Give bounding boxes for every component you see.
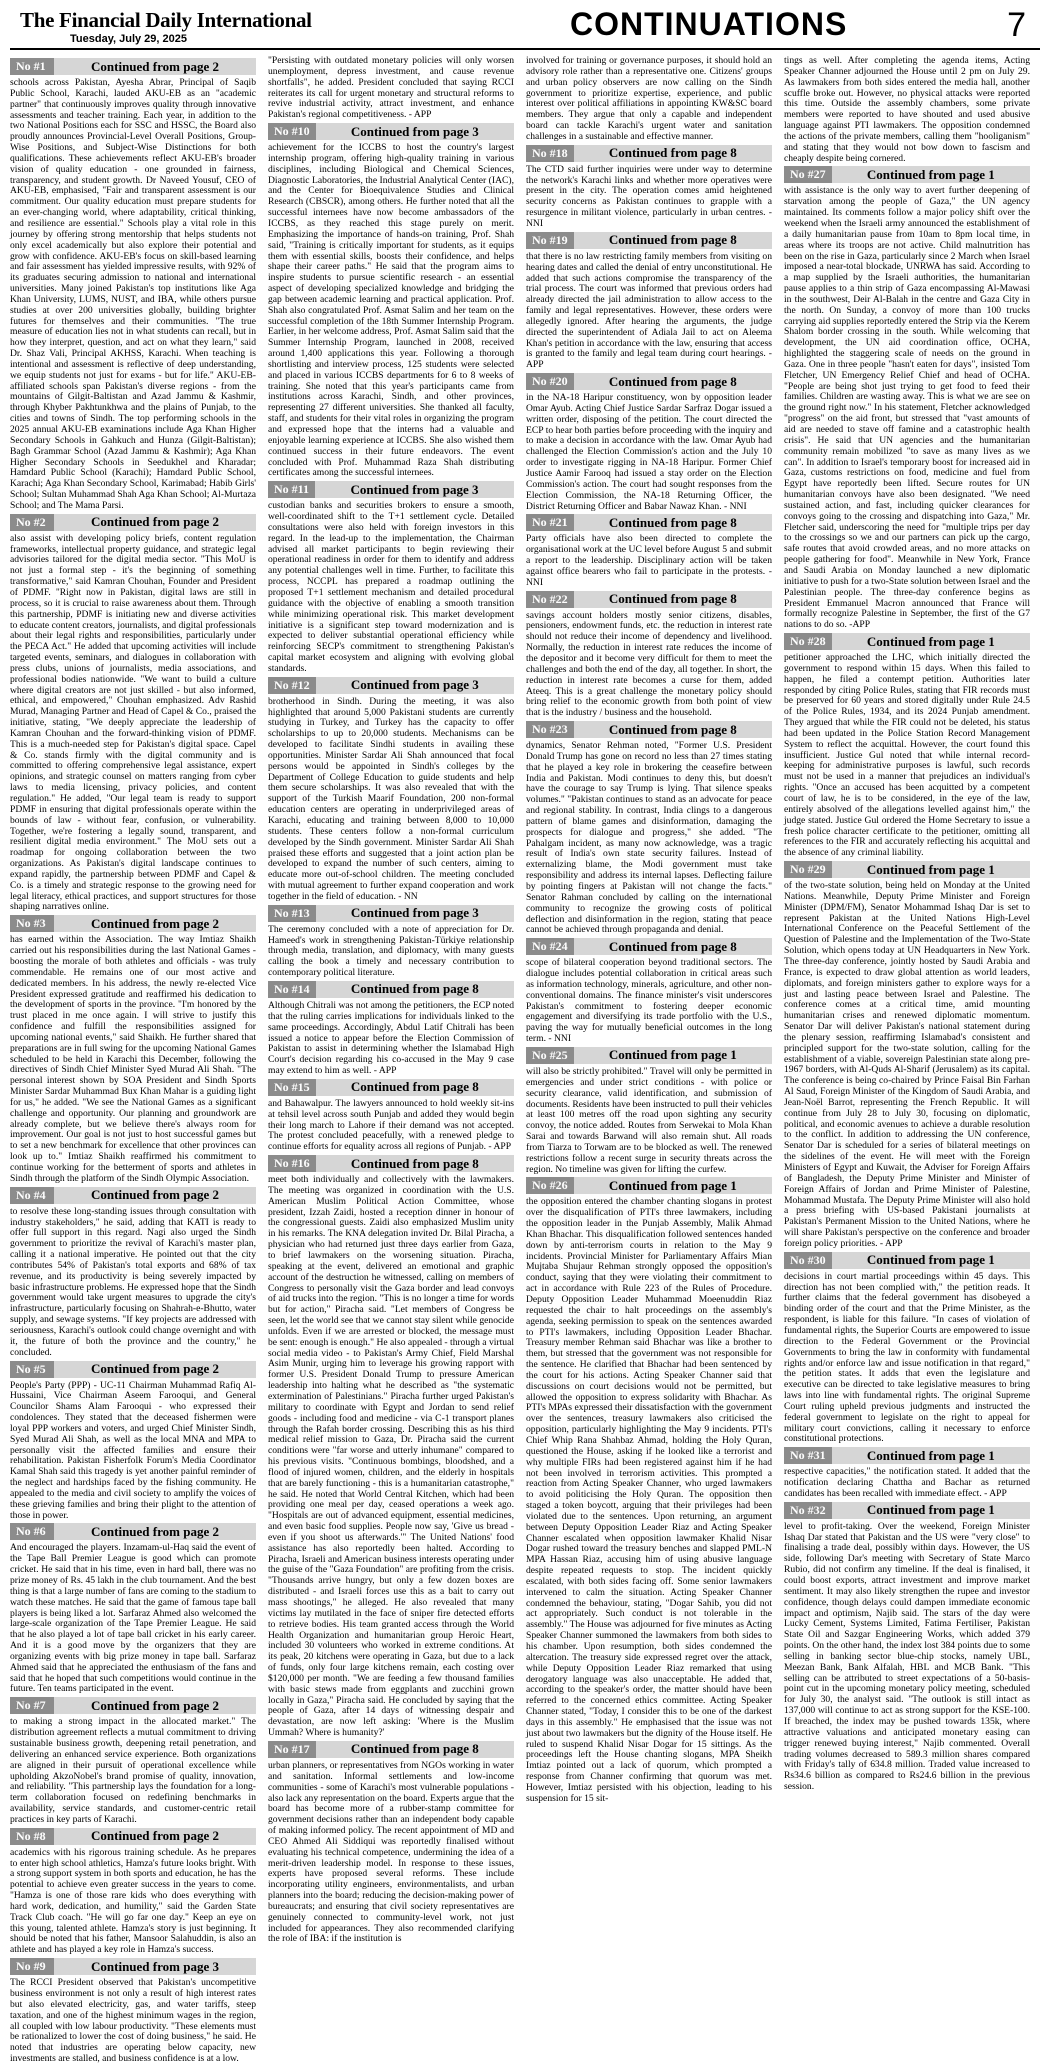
continuation-number: No #2 <box>10 514 54 531</box>
continued-from-label: Continued from page 2 <box>91 1828 219 1844</box>
article-continuation <box>10 915 256 1184</box>
column-3 <box>526 55 772 1804</box>
continuation-header <box>10 1958 256 1975</box>
page-number: 7 <box>1007 6 1026 44</box>
continuation-header <box>268 1079 514 1096</box>
article-continuation <box>268 981 514 1077</box>
article-body: the opposition entered the chamber chanting slogans in protest over the disqualification of PTI's three lawmakers, including the opposition leader in the Punjab Assembly, Malik Ahmad Khan Bhachar. This disqualification followed sentences handed down by anti-terrorism courts in relation to the May 9 incidents. Provincial Minister for Parliamentary Affairs Mian Mujtaba Shujaur Rehman strongly opposed the opposition's conduct, saying that they were violating their commitment to act in accordance with Rule 223 of the Rules of Procedure. Deputy Opposition Leader Muhammad Moeenuddin Riaz requested the chair to halt proceedings on the assembly's agenda, seeking permission to speak on the sentences awarded to PTI's lawmakers, including Opposition Leader Bhachar. Treasury member Rehman said Bhachar was like a brother to them, but stressed that the government was not responsible for the sentence. He clarified that Bhachar had been sentenced by the court for his actions. Acting Speaker Channer said that discussions on court decisions would not be permitted, but allowed the opposition to express solidarity with Bhachar. As PTI's MPAs expressed their dissatisfaction with the government over the sentences, treasury lawmakers also criticised the opposition, particularly highlighting the May 9 incidents. PTI's Chief Whip Rana Shahbaz Ahmad, holding the Holy Quran, questioned the House, asking if he looked like a terrorist and why multiple FIRs had been registered against him if he had not been involved in terrorism activities. This prompted a reaction from Acting Speaker Channer, who urged lawmakers to avoid politicising the Holy Quran. The opposition then staged a token boycott, arguing that their privileges had been violated due to the sentences. Upon returning, an argument between Deputy Opposition Leader Riaz and Acting Speaker Channer escalated when opposition lawmaker Khalid Nisar Dogar rushed toward the treasury benches and slapped PML-N MPA Hassan Riaz, accusing him of using abusive language despite repeated requests to stop. The incident quickly escalated, with both sides facing off. Some senior lawmakers intervened to calm the situation. Acting Speaker Channer condemned the behaviour, stating, "Dogar Sahib, you did not act appropriately. Such conduct is not tolerable in the assembly." The House was adjourned for five minutes as Acting Speaker Channer summoned the lawmakers from both sides to his chamber. Upon resumption, both sides condemned the altercation. The treasury side expressed regret over the attack, while Deputy Opposition Leader Riaz remarked that using derogatory language was also unacceptable. He added that, according to the speaker's order, the matter should have been referred to the concerned ethics committee. Acting Speaker Channer stated, "Today, I consider this to be one of the darkest days in this assembly." He emphasised that the issue was not just about two lawmakers but the dignity of the House itself. He ruled to suspend Khalid Nisar Dogar for 15 sittings. As the proceedings left the House chanting slogans, MPA Sheikh Imtiaz pointed out a lack of quorum, which prompted a response from Channer confirming that quorum was met. However, Imtiaz persisted with his objection, leading to his suspension for 15 sit- <box>526 1196 772 1804</box>
continuation-number: No #5 <box>10 1361 54 1378</box>
article-continuation <box>526 56 772 143</box>
continuation-number: No #22 <box>526 591 574 608</box>
continuation-header <box>526 938 772 955</box>
article-body: level to profit-taking. Over the weekend, Foreign Minister Ishaq Dar stated that Pakistan and the US were "very close" to finalising a trade deal, possibly within days. However, the US side, following Dar's meeting with Secretary of State Marco Rubio, did not confirm any timeline. If the deal is finalised, it could boost exports, attract investment and improve market sentiment. It may also likely strengthen the rupee and investor confidence, though delays could dampen immediate economic impact and optimism, Najib said. The stars of the day were Lucky Cement, Systems Limited, Fatima Fertiliser, Pakistan State Oil and Sazgar Engineering Works, which added 379 points. On the other hand, the index lost 384 points due to some selling in banking sector blue-chip stocks, namely UBL, Meezan Bank, Bank Alfalah, HBL and MCB Bank. "This selling can be attributed to street expectations of a 50-basis-point cut in the upcoming monetary policy meeting, scheduled for July 30, the analyst said. "The outlook is still intact as 137,000 will continue to act as strong support for the KSE-100. If breached, the index may be pushed towards 135k, where attractive valuations and anticipated monetary easing can trigger renewed buying interest," Najib commented. Overall trading volumes decreased to 589.3 million shares compared with Friday's tally of 634.8 million. Traded value increased to Rs34.6 billion as compared to Rs24.6 billion in the previous session. <box>784 1520 1030 1793</box>
article-body: meet both individually and collectively with the lawmakers. The meeting was organized in coordination with the U.S. American Muslim Political Action Committee, whose president, Izzah Zaidi, hosted a reception dinner in honour of the congressional guests. Zaidi also emphasized Muslim unity in his remarks. The KNA delegation invited Dr. Bilal Piracha, a physician who had returned just three days earlier from Gaza, to brief lawmakers on the worsening situation. Piracha, speaking at the event, delivered an emotional and graphic account of the destruction he witnessed, calling on members of Congress to personally visit the Gaza border and lead convoys of aid trucks into the region. "This is no longer a time for words but for action," Piracha said. "Let members of Congress be seen, let the world see that we cannot stay silent while genocide unfolds. Even if we are arrested or blocked, the message must be sent: enough is enough." He also appealed - through a virtual social media video - to Pakistan's Army Chief, Field Marshal Asim Munir, urging him to leverage his growing rapport with former U.S. President Donald Trump to pressure American leadership into halting what he described as "the systematic extermination of Palestinians." Piracha further urged Pakistan's military to coordinate with Egypt and Jordan to send relief goods - including food and medicine - via C-1 transport planes through the Rafah border crossing. Describing this as his third medical relief mission to Gaza, Dr. Piracha said the current conditions were "far worse and utterly inhumane" compared to his previous visits. "Continuous bombings, bloodshed, and a flood of injured women, children, and the elderly in hospitals that are barely functioning - this is a humanitarian catastrophe," he said. He noted that World Central Kitchen, which had been providing one meal per day, ceased operations a week ago. "Hospitals are out of advanced equipment, essential medicines, and even basic food supplies. People now say, 'Give us bread - even if you shoot us afterwards.'" The United Nations' food assistance has also reportedly been halted. According to Piracha, Israeli and American business interests operating under the guise of the "Gaza Foundation" are profiting from the crisis. "Thousands arrive hungry, but only a few dozen boxes are distributed - and Israeli forces use this as a bait to carry out mass shootings," he alleged. He also revealed that many victims lay mutilated in the face of sniper fire detected efforts to retrieve bodies. His team granted access through the World Health Organization and humanitarian group Heroic Heart, included 30 volunteers who worked in extreme conditions. At its peak, 20 kitchens were operating in Gaza, but due to a lack of funds, only four large kitchens remain, each costing over $120,000 per month. "We are feeding a few thousand families with basic stews made from eggplants and zucchini grown locally in Gaza," Piracha said. He concluded by saying that the people of Gaza, after 14 days of witnessing despair and devastation, are now left asking: 'Where is the Muslim Ummah? Where is humanity?' <box>268 1174 514 1739</box>
article-continuation <box>268 1079 514 1153</box>
continuation-number: No #18 <box>526 145 574 162</box>
article-body: schools across Pakistan, Ayesha Abrar, Principal of Saqib Public School, Karachi, lauded AKU-EB as an "academic partner" that continuously improves quality through innovative assessments and teacher training. Each year, in addition to the two National Positions each for SSC and HSSC, the Board also proudly announces Provincial-Level Overall Positions, Group-Wise Positions, and Subject-Wise Distinctions for both qualifications. These achievements reflect AKU-EB's broader vision of quality education - one grounded in fairness, transparency, and student growth. Dr Naveed Yousuf, CEO of AKU-EB, emphasised, "Fair and transparent assessment is our commitment. Our quality education must prepare students for an ever-changing world, where adaptability, critical thinking, and resilience are essential." Schools play a vital role in this journey by offering strong mentorship that helps students not only excel academically but also explore their potential and grow with confidence. AKU-EB's focus on skill-based learning and fair assessment has yielded impressive results, with 92% of its graduates securing admission to national and international universities. Many joined Pakistan's top institutions like Aga Khan University, LUMS, NUST, and IBA, while others pursue studies at over 200 universities globally, building brighter futures for themselves and their communities. "The true measure of education lies not in what students can recall, but in how they interpret, question, and act on what they learn," said Dr. Shaz Vali, Principal AKHSS, Karachi. When teaching is intentional and assessment is reflective of deep understanding, we equip students not just for exams - but for life." AKU-EB-affiliated schools span Pakistan's diverse regions - from the mountains of Gilgit-Baltistan and Azad Jammu & Kashmir, through Khyber Pakhtunkhwa and the plains of Punjab, to the cities and towns of Sindh. The top performing schools in the 2025 annual AKU-EB examinations include Aga Khan Higher Secondary Schools in Gahkuch and Hunza (Gilgit-Baltistan); Bagh Grammar School (Azad Jammu & Kashmir); Aga Khan Higher Secondary Schools in Seedukhel and Kharadar; Hamdard Public School (Karachi); Hamdard Public School, Karachi; Aga Khan Secondary School, Karimabad; Habib Girls' School; Sultan Muhammad Shah Aga Khan School; Al-Murtaza School; and The Mama Parsi. <box>10 77 256 511</box>
article-continuation <box>526 721 772 936</box>
continued-from-label: Continued from page 8 <box>350 1741 479 1757</box>
article-continuation <box>10 1361 256 1522</box>
continuation-header <box>268 123 514 140</box>
continuation-header <box>784 1502 1030 1519</box>
article-continuation <box>268 905 514 979</box>
article-continuation <box>268 677 514 903</box>
continued-from-label: Continued from page 2 <box>91 1187 219 1203</box>
continued-from-label: Continued from page 3 <box>350 677 479 693</box>
continuation-number: No #3 <box>10 915 54 932</box>
article-body: decisions in court martial proceedings within 45 days. This direction has not been complied with," the petition reads. It further claims that the federal government has disobeyed a binding order of the court and that the Prime Minister, as the respondent, is liable for this failure. "In cases of violation of fundamental rights, the Superior Courts are empowered to issue direction to the Federal Government or the Provincial Governments to bring the law in conformity with fundamental rights and/or enforce law and issue notification in that regard," the petition states. It adds that even the legislature and executive can be directed to take legislative measures to bring laws into line with fundamental rights. The original Supreme Court ruling upheld previous judgments and instructed the federal government to legislate on the right to appeal for military court convictions, calling it necessary to enforce constitutional protections. <box>784 1270 1030 1445</box>
continuation-number: No #14 <box>268 981 316 998</box>
continuation-number: No #7 <box>10 1697 54 1714</box>
article-body: The CTD said further inquiries were under way to determine the network's Karachi links and whether more operatives were present in the city. The operation comes amid heightened security concerns as Pakistan continues to grapple with a resurgence in militant violence, particularly in urban centres. - NNI <box>526 163 772 229</box>
continued-from-label: Continued from page 1 <box>866 1447 995 1463</box>
article-body: has earned within the Association. The way Imtiaz Shaikh carried out his responsibilities during the last National Games - boosting the morale of both athletes and officials - was truly commendable. He remains one of our most active and dedicated members. In his address, the newly re-elected Vice President expressed gratitude and reaffirmed his dedication to the development of sports in the province. "I'm honored by the trust placed in me once again. I will strive to justify this confidence and fulfill the responsibilities assigned for upcoming national events," said Shaikh. He further shared that preparations are in full swing for the upcoming National Games scheduled to be held in Karachi this December, following the directives of Sindh Chief Minister Syed Murad Ali Shah. "The personal interest shown by SOA President and Sindh Sports Minister Sardar Muhammad Bux Khan Mahar is a guiding light for us," he added. "We see the National Games as a significant challenge and opportunity. Our planning and groundwork are already complete, but we believe there's always room for improvement. Our goal is not just to host successful games but to set a new benchmark for excellence that other provinces can look up to." Imtiaz Shaikh reaffirmed his commitment to continue working for the betterment of sports and athletes in Sindh through the platform of the Sindh Olympic Association. <box>10 934 256 1184</box>
continuation-number: No #19 <box>526 232 574 249</box>
article-continuation <box>268 56 514 121</box>
article-body: involved for training or governance purposes, it should hold an advisory role rather than a representative one. Citizens' groups and urban policy observers are now calling on the Sindh government to prioritize expertise, experience, and public interest over political affiliations in appointing KW&SC board members. They argue that only a capable and independent board can tackle Karachi's urgent water and sanitation challenges in a sustainable and effective manner. <box>526 55 772 142</box>
continued-from-label: Continued from page 3 <box>350 905 479 921</box>
continued-from-label: Continued from page 1 <box>866 1252 995 1268</box>
article-body: scope of bilateral cooperation beyond traditional sectors. The dialogue includes potential collaboration in critical areas such as information technology, minerals, agriculture, and other non-conventional domains. The finance minister's visit underscores Pakistan's commitment to fostering deeper economic engagement and diversifying its trade portfolio with the U.S., paving the way for mutually beneficial outcomes in the long term. - NNI <box>526 957 772 1045</box>
continuation-header <box>10 514 256 531</box>
issue-date: Tuesday, July 29, 2025 <box>70 33 187 45</box>
article-continuation <box>268 1155 514 1739</box>
article-continuation <box>526 1047 772 1175</box>
article-body: to resolve these long-standing issues through consultation with industry stakeholders," he said, adding that KATI is ready to offer full support in this regard. Nagi also urged the Sindh government to prioritize the revival of Karachi's master plan, calling it a national imperative. He pointed out that the city contributes 54% of Pakistan's total exports and 68% of tax revenue, and its productivity is being severely impacted by basic infrastructure problems. He expressed hope that the Sindh government would take urgent measures to upgrade the city's infrastructure, particularly focusing on Shahrah-e-Bhutto, water supply, and sewage systems. "If key projects are addressed with seriousness, Karachi's outlook could change overnight and with it, the future of both the province and the country," he concluded. <box>10 1205 256 1358</box>
article-continuation <box>10 1523 256 1695</box>
continuation-header <box>784 861 1030 878</box>
article-continuation <box>268 481 514 675</box>
continuation-number: No #27 <box>784 166 832 183</box>
continued-from-label: Continued from page 2 <box>91 58 219 74</box>
continuation-header <box>268 905 514 922</box>
article-continuation <box>10 1187 256 1359</box>
continuation-header <box>526 721 772 738</box>
continued-from-label: Continued from page 1 <box>866 166 995 182</box>
continued-from-label: Continued from page 8 <box>608 938 737 954</box>
continued-from-label: Continued from page 8 <box>608 373 737 389</box>
continuation-number: No #32 <box>784 1502 832 1519</box>
continuation-number: No #25 <box>526 1047 574 1064</box>
article-body: respective capacities," the notification stated. It added that the notification declaring Chattha and Bachar as returned candidates has been recalled with immediate effect. - APP <box>784 1466 1030 1499</box>
continuation-header <box>10 1828 256 1845</box>
continuation-number: No #10 <box>268 123 316 140</box>
column-1 <box>10 56 256 2065</box>
section-title: CONTINUATIONS <box>570 6 848 42</box>
continued-from-label: Continued from page 2 <box>91 1361 219 1376</box>
article-continuation <box>526 373 772 512</box>
continuation-header <box>10 1523 256 1540</box>
continuation-number: No #31 <box>784 1447 832 1464</box>
continuation-header <box>10 1187 256 1204</box>
article-body: "Persisting with outdated monetary policies will only worsen unemployment, depress investment, and cause revenue shortfalls", he added. President concluded that saying RCCI reiterates its call for urgent monetary and structural reforms to revive industrial activity, attract investment, and enhance Pakistan's regional competitiveness. - APP <box>268 55 514 121</box>
continuation-header <box>784 1447 1030 1464</box>
continued-from-label: Continued from page 8 <box>608 232 737 248</box>
continued-from-label: Continued from page 1 <box>608 1177 737 1193</box>
continued-from-label: Continued from page 1 <box>608 1047 737 1063</box>
continuation-number: No #17 <box>268 1741 316 1758</box>
article-continuation <box>784 166 1030 631</box>
article-body: in the NA-18 Haripur constituency, won by opposition leader Omar Ayub. Acting Chief Justice Sardar Sarfraz Dogar issued a written order, disposing of the petition. The court directed the ECP to hear both parties before proceeding with the inquiry and to make a decision in accordance with the law. Omar Ayub had challenged the Election Commission's action and the July 10 order to investigate rigging in NA-18 Haripur. Former Chief Justice Aamir Farooq had issued a stay order on the Election Commission's action. The court had sought responses from the Election Commission, the NA-18 Returning Officer, the District Returning Officer and Babar Nawaz Khan. - NNI <box>526 392 772 512</box>
continued-from-label: Continued from page 8 <box>350 1079 479 1095</box>
continuation-number: No #30 <box>784 1252 832 1269</box>
newspaper-name: The Financial Daily International <box>20 8 312 32</box>
article-continuation <box>10 1697 256 1825</box>
continued-from-label: Continued from page 8 <box>608 514 737 530</box>
article-continuation <box>526 514 772 588</box>
article-body: Although Chitrali was not among the petitioners, the ECP noted that the ruling carries implications for individuals linked to the same proceedings. Accordingly, Abdul Latif Chitrali has been issued a notice to appear before the Election Commission of Pakistan to assist in determining whether the Islamabad High Court's decision regarding his co-accused in the May 9 case may extend to him as well. - APP <box>268 999 514 1077</box>
continuation-number: No #11 <box>268 481 315 498</box>
continuation-number: No #29 <box>784 861 832 878</box>
article-body: academics with his rigorous training schedule. As he prepares to enter high school athletics, Hamza's future looks bright. With a strong support system in both sports and education, he has the potential to achieve even greater success in the years to come. "Hamza is one of those rare kids who does everything with hard work, dedication, and humility," said the Garden State Track Club coach. "He will go far one day." Keep an eye on this young, talented athlete. Hamza's story is just beginning. It should be noted that his father, Mansoor Salahuddin, is also an athlete and has played a key role in Hamza's success. <box>10 1846 256 1956</box>
continuation-header <box>268 1155 514 1172</box>
continuation-header <box>526 373 772 390</box>
continued-from-label: Continued from page 2 <box>91 915 219 931</box>
continuation-header <box>526 232 772 249</box>
continuation-number: No #23 <box>526 721 574 738</box>
continuation-header <box>526 1047 772 1064</box>
article-continuation <box>10 514 256 914</box>
continuation-header <box>10 1361 256 1378</box>
continuation-number: No #26 <box>526 1177 574 1194</box>
continuation-number: No #12 <box>268 677 316 694</box>
article-continuation <box>268 123 514 479</box>
continued-from-label: Continued from page 1 <box>866 1502 995 1518</box>
article-body: And encouraged the players. Inzamam-ul-Haq said the event of the Tape Ball Premier League is good which can promote cricket. He said that in his time, even in hard ball, there was no prize money of Rs. 45 lakh in the club tournament. And the best thing is that a large number of fans are coming to the stadium to watch these matches. He said that the game of famous tape ball players is being liked a lot. Sarfaraz Ahmed also welcomed the large-scale organization of the Tape Premier League. He said that he also played a lot of tape ball cricket in his early career. And it is a good move by the organizers that they are organizing events with big prize money in tape ball. Sarfaraz Ahmed said that he appreciated the enthusiasm of the fans and said that he hoped that such competitions would continue in the future. Ten teams participated in the event. <box>10 1542 256 1695</box>
continuation-number: No #6 <box>10 1523 54 1540</box>
article-body: achievement for the ICCBS to host the country's largest internship program, offering high-quality training in various disciplines, including Biological and Chemical Sciences, Diagnostic Laboratories, the Industrial Analytical Center (IAC), and the Center for Bioequivalence Studies and Clinical Research (CBSCR), among others. He further noted that all the successful internees have now become ambassadors of the ICCBS, as they reached this stage purely on merit. Emphasizing the importance of hands-on training, Prof. Shah said, "Training is critically important for students, as it equips them with essential skills, boosts their confidence, and helps shape their career paths." He said that the program aims to inspire students to pursue scientific research - an essential aspect of developing specialized knowledge and bridging the gap between academic learning and practical application. Prof. Shah also congratulated Prof. Asmat Salim and her team on the successful completion of the 18th Summer Internship Program. Earlier, in her welcome address, Prof. Asmat Salim said that the Summer Internship Program, launched in 2008, received around 1,400 applications this year. Following a thorough shortlisting and interview process, 125 students were selected and placed in various ICCBS departments for 6 to 8 weeks of training. She noted that this year's participants came from institutions across Karachi, Sindh, and other provinces, representing 27 different universities. She thanked all faculty, staff, and students for their vital roles in organizing the program and expressed hope that the interns had a valuable and enjoyable learning experience at ICCBS. She also wished them continued success in their future endeavors. The event concluded with Prof. Muhammad Raza Shah distributing certificates among the successful internees. <box>268 142 514 479</box>
continuation-header <box>526 514 772 531</box>
continued-from-label: Continued from page 3 <box>91 1958 219 1974</box>
continuation-header <box>268 1741 514 1758</box>
continuation-header <box>526 591 772 608</box>
continued-from-label: Continued from page 2 <box>91 1697 219 1713</box>
continuation-header <box>268 677 514 694</box>
article-body: with assistance is the only way to avert further deepening of starvation among the people of Gaza," the UN agency maintained. Its comments follow a major policy shift over the weekend when the Israeli army announced the establishment of a daily humanitarian pause from 10am to 8pm local time, in areas where its troops are not active. Child malnutrition has been on the rise in Gaza, particularly since 2 March when Israel imposed a near-total blockade, UNRWA has said. According to a map supplied by the Israeli authorities, the humanitarian pause applies to a thin strip of Gaza encompassing Al-Mawasi in the southwest, Deir Al-Balah in the centre and Gaza City in the north. On Sunday, a convoy of more than 100 trucks carrying aid supplies reportedly entered the Strip via the Kerem Shalom border crossing in the south. While welcoming that development, the UN aid coordination office, OCHA, highlighted the staggering scale of needs on the ground in Gaza. One in three people "hasn't eaten for days", insisted Tom Fletcher, UN Emergency Relief Chief and head of OCHA. "People are being shot just trying to get food to feed their families. Children are wasting away. This is what we are see on the ground right now." In his statement, Fletcher acknowledged "progress" on the aid front, but stressed that "vast amounts of aid are needed to stave off famine and a catastrophic health crisis". He said that UN agencies and the humanitarian community remain mobilized "to save as many lives as we can". In addition to Israel's temporary boost for increased aid in Gaza, customs restrictions on food, medicine and fuel from Egypt have reportedly been lifted. Secure routes for UN humanitarian convoys have also been designated. "We need sustained action, and fast, including quicker clearances for convoys going to the crossing and dispatching into Gaza," Mr. Fletcher said, underscoring the need for "multiple trips per day to the crossings so we and our partners can pick up the cargo, safe routes that avoid crowded areas, and no more attacks on people gathering for food". Meanwhile in New York, France and Saudi Arabia on Monday launched a new diplomatic initiative to push for a two-State solution between Israel and the Palestinian people. The three-day conference begins as President Emmanuel Macron announced that France will formally recognize Palestine in September, the first of the G7 nations to do so. -APP <box>784 185 1030 631</box>
continued-from-label: Continued from page 1 <box>866 633 995 649</box>
article-body: The RCCI President observed that Pakistan's uncompetitive business environment is not only a result of high interest rates but also elevated electricity, gas, and water tariffs, steep taxation, and one of the highest minimum wages in the region, all coupled with low labour productivity. "These elements must be rationalized to lower the cost of doing business," he said. He noted that industries are operating below capacity, new investments are stalled, and business confidence is at a low. <box>10 1977 256 2065</box>
article-body: also assist with developing policy briefs, content regulation frameworks, intellectual property guidance, and strategic legal advisories tailored for the digital media sector. "This MoU is not just a formal step - it's the beginning of something transformative," said Kamran Chouhan, Founder and President of PDMF. "Right now in Pakistan, digital laws are still in process, so it is crucial to raise awareness about them. Through this partnership, PDMF is initiating new and diverse activities to educate content creators, journalists, and digital professionals about their legal rights and responsibilities, particularly under the PECA Act." He added that upcoming activities will include targeted events, seminars, and dialogues in collaboration with press clubs, unions of journalists, media associations, and professional bodies nationwide. "We want to build a culture where digital creators are not just skilled - but also informed, ethical, and empowered," Chouhan emphasized. Adv Rashid Murad, Managing Partner and Head of Capel & Co., praised the initiative, stating, "We deeply appreciate the leadership of Kamran Chouhan and the forward-thinking vision of PDMF. This is a much-needed step for Pakistan's digital space. Capel & Co. stands firmly with the digital community and is committed to offering comprehensive legal assistance, expert opinions, and strategic counsel on matters ranging from cyber laws to media licensing, privacy policies, and content regulation." He added, "Our legal team is ready to support PDMF in ensuring that digital professionals operate within the bounds of law - without fear, confusion, or vulnerability. Together, we're fostering a legally sound, transparent, and resilient digital media environment." The MoU sets out a roadmap for ongoing collaboration between the two organizations. As Pakistan's digital landscape continues to expand rapidly, the partnership between PDMF and Capel & Co. is a timely and strategic response to the growing need for legal literacy, ethical practices, and support structures for those shaping narratives online. <box>10 532 256 913</box>
article-continuation <box>784 633 1030 859</box>
article-continuation <box>10 1828 256 1956</box>
article-continuation <box>526 1177 772 1804</box>
column-4 <box>784 55 1030 1793</box>
continuation-header <box>784 166 1030 183</box>
continued-from-label: Continued from page 8 <box>608 145 737 161</box>
continuation-number: No #16 <box>268 1155 316 1172</box>
continued-from-label: Continued from page 3 <box>350 123 479 139</box>
article-body: and Bahawalpur. The lawyers announced to hold weekly sit-ins at tehsil level across south Punjab and added they would begin their long march to Lahore if their demand was not accepted. The protest concluded peacefully, with a renewed pledge to continue efforts for equality across all regions of Punjab. - APP <box>268 1097 514 1153</box>
article-body: that there is no law restricting family members from visiting on hearing dates and called the denial of entry unconstitutional. He added that such actions compromise the transparency of the trial process. The court was informed that previous orders had already directed the jail administration to allow access to the family and legal representatives. However, these orders were allegedly ignored. After hearing the arguments, the judge directed the superintendent of Adiala Jail to act on Aleema Khan's petition in accordance with the law, ensuring that access is granted to the family and legal team during court hearings. - APP <box>526 250 772 371</box>
continuation-number: No #21 <box>526 514 574 531</box>
continued-from-label: Continued from page 2 <box>91 1523 219 1539</box>
article-continuation <box>526 591 772 719</box>
continued-from-label: Continued from page 8 <box>608 721 737 737</box>
article-continuation <box>784 1502 1030 1793</box>
article-continuation <box>526 232 772 371</box>
article-body: savings account holders mostly senior citizens, disables, pensioners, endowment funds, etc. the reduction in interest rate should not reduce their income of dependency and livelihood. Normally, the reduction in interest rate reduces the income of the depositor and it become very difficult for them to meet the challenges and both the end of the day, all together. In short, the reduction in interest rate becomes a curse for them, added Ateeq. This is a great challenge the monetary policy should bring relief to the economic growth from both point of view that is the industry / business and the household. <box>526 609 772 719</box>
continuation-number: No #28 <box>784 633 832 650</box>
continued-from-label: Continued from page 8 <box>608 591 737 607</box>
continued-from-label: Continued from page 8 <box>350 981 479 997</box>
continuation-number: No #24 <box>526 938 574 955</box>
article-continuation <box>526 938 772 1045</box>
continuation-header <box>784 1252 1030 1269</box>
continuation-number: No #15 <box>268 1079 316 1096</box>
continued-from-label: Continued from page 3 <box>350 481 479 497</box>
continuation-header <box>526 145 772 162</box>
article-body: The ceremony concluded with a note of appreciation for Dr. Hameed's work in strengthening Pakistan-Türkiye relationship through media, translation, and diplomacy, with many guests calling the book a timely and necessary contribution to contemporary political literature. <box>268 923 514 979</box>
article-continuation <box>268 1741 514 1945</box>
column-2 <box>268 55 514 1945</box>
article-body: People's Party (PPP) - UC-11 Chairman Muhammad Rafiq Al-Hussaini, Vice Chairman Aseem Farooqui, and General Councilor Shams Alam Farooqui - who expressed their condolences. They stated that the deceased fishermen were loyal PPP workers and voters, and urged Chief Minister Sindh, Syed Murad Ali Shah, as well as the local MNA and MPA to personally visit the affected families and ensure their rehabilitation. Pakistan Fisherfolk Forum's Media Coordinator Kamal Shah said this tragedy is yet another painful reminder of the neglect and hardships faced by the fishing community. He appealed to the media and civil society to amplify the voices of these grieving families and bring their plight to the attention of those in power. <box>10 1379 256 1521</box>
continuation-number: No #13 <box>268 905 316 922</box>
article-continuation <box>784 1252 1030 1446</box>
article-body: Party officials have also been directed to complete the organisational work at the UC level before August 5 and submit a report to the leadership. Disciplinary action will be taken against office bearers who fail to participate in the protests. - NNI <box>526 533 772 588</box>
continuation-header <box>526 1177 772 1194</box>
continuation-number: No #8 <box>10 1828 54 1845</box>
article-body: dynamics, Senator Rehman noted, "Former U.S. President Donald Trump has gone on record no less than 27 times stating that he played a key role in brokering the ceasefire between India and Pakistan. Modi continues to deny this, but doesn't have the courage to say Trump is lying. That silence speaks volumes." "Pakistan continues to stand as an advocate for peace and regional stability. In contrast, India clings to a dangerous pattern of blame games and disinformation, damaging the prospects for dialogue and progress," she added. "The Pahalgam incident, as many now acknowledge, was a tragic result of India's own state security failures. Instead of externalizing blame, the Modi government must take responsibility and address its internal lapses. Deflecting failure by pointing fingers at Pakistan will not change the facts." Senator Rahman concluded by calling on the international community to recognize the growing costs of political deflection and disinformation in the region, stating that peace cannot be achieved through propaganda and denial. <box>526 740 772 936</box>
masthead <box>10 6 1040 48</box>
article-continuation <box>784 861 1030 1250</box>
article-body: will also be strictly prohibited." Travel will only be permitted in emergencies and under strict conditions - with police or security clearance, valid identification, and submission of documents. Residents have been instructed to pull their vehicles at least 100 metres off the road upon sighting any security convoy, the notice added. Routes from Serwekai to Mola Khan Sarai and towards Barwand will also remain shut. All roads from Tiarza to Torwam are to be blocked as well. The renewed restrictions follow a recent surge in security threats across the region. No timeline was given for lifting the curfew. <box>526 1065 772 1175</box>
article-body: petitioner approached the LHC, which initially directed the government to respond within 15 days. When this failed to happen, he filed a contempt petition. Authorities later responded by citing Police Rules, stating that FIR records must be preserved for 60 years and stored digitally under Rule 24.5 of the Police Rules, 1934, and its 2024 Punjab amendment. They argued that while the FIR could not be deleted, his status had been updated in the Police Station Record Management System to reflect the acquittal. However, the court found this insufficient. Justice Gul noted that while internal record-keeping for administrative purposes is lawful, such records must not be used in a manner that prejudices an individual's rights. "Once an accused has been acquitted by a competent court of law, he is to be considered, in the eye of the law, entirely absolved of the allegations levelled against him," the judge stated. Justice Gul ordered the Home Secretary to issue a fresh police character certificate to the petitioner, omitting all references to the FIR and accurately reflecting his acquittal and the absence of any criminal liability. <box>784 652 1030 859</box>
continuation-header <box>10 58 256 75</box>
article-body: tings as well. After completing the agenda items, Acting Speaker Channer adjourned the House until 2 pm on July 29. As lawmakers from both sides entered the media hall, another scuffle broke out. However, no physical attacks were reported this time. Outside the assembly chambers, some private members were reported to have shouted and used abusive language against PTI lawmakers. The opposition condemned the actions of the private members, calling them "hooliganism" and stating that they would not bow down to fascism and cheaply despite being cornered. <box>784 55 1030 164</box>
continued-from-label: Continued from page 8 <box>350 1155 479 1171</box>
masthead-rule <box>10 48 1040 50</box>
continuation-header <box>268 481 514 498</box>
article-body: brotherhood in Sindh. During the meeting, it was also highlighted that around 5,000 Pakistani students are currently studying in Turkey, and Turkey has the capacity to offer scholarships to up to 20,000 students. Mechanisms can be developed to facilitate Sindhi students in availing these opportunities. Minister Sardar Ali Shah announced that focal persons would be appointed in Sindh's colleges by the Department of College Education to guide students and help them secure scholarships. It was also revealed that with the support of the Turkish Maarif Foundation, 200 non-formal education centers are operating in underprivileged areas of Karachi, educating and training between 8,000 to 10,000 students. These centers follow a non-formal curriculum developed by the Sindh government. Minister Sardar Ali Shah praised these efforts and suggested that a joint action plan be developed to expand the number of such centers, aiming to educate more out-of-school children. The meeting concluded with mutual agreement to further expand cooperation and work together in the field of education. - NN <box>268 695 514 902</box>
continued-from-label: Continued from page 1 <box>866 861 995 877</box>
continuation-number: No #4 <box>10 1187 54 1204</box>
article-continuation <box>10 1958 256 2065</box>
continued-from-label: Continued from page 2 <box>91 514 219 530</box>
continuation-number: No #1 <box>10 58 54 75</box>
article-continuation <box>784 1447 1030 1500</box>
article-continuation <box>526 145 772 230</box>
article-continuation <box>784 56 1030 164</box>
article-body: of the two-state solution, being held on Monday at the United Nations. Meanwhile, Deputy Prime Minister and Foreign Minister (DPM/FM), Senator Mohammad Ishaq Dar is set to represent Pakistan at the United Nations High-Level International Conference on the Peaceful Settlement of the Question of Palestine and the Implementation of the Two-State Solution, which opens today at UN Headquarters in New York. The three-day conference, jointly hosted by Saudi Arabia and France, is expected to draw global attention as world leaders, diplomats, and foreign ministers gather to explore ways for a just and lasting peace between Israel and Palestine. The conference comes at a critical time, amid mounting humanitarian crises and renewed diplomatic momentum. Senator Dar will deliver Pakistan's national statement during the plenary session, reaffirming Islamabad's consistent and principled support for the two-state solution, calling for the establishment of a viable, sovereign Palestinian state along pre-1967 borders, with Al-Quds Al-Sharif (Jerusalem) as its capital. The conference is being co-chaired by Prince Faisal Bin Farhan Al Saud, Foreign Minister of the Kingdom of Saudi Arabia, and Jean-Noël Barrot, representing the French Republic. It will continue from July 28 to July 30, focusing on diplomatic, political, and economic avenues to achieve a durable resolution to the conflict. In addition to addressing the UN conference, Senator Dar is scheduled for a series of bilateral meetings on the sidelines of the event. He will meet with the Foreign Ministers of Egypt and Kuwait, the Adviser for Foreign Affairs of Bangladesh, the Deputy Prime Minister and Minister of Foreign Affairs of Jordan and Prime Minister of Palestine, Mohammad Mustafa. The Deputy Prime Minister will also hold a press briefing with US-based Pakistani journalists at Pakistan's Permanent Mission to the United Nations, where he will share Pakistan's perspective on the conference and broader foreign policy priorities. - APP <box>784 880 1030 1249</box>
continuation-header <box>10 1697 256 1714</box>
continuation-number: No #20 <box>526 373 574 390</box>
article-continuation <box>10 58 256 512</box>
continuation-number: No #9 <box>10 1958 54 1975</box>
continuation-header <box>784 633 1030 650</box>
article-body: custodian banks and securities brokers to ensure a smooth, well-coordinated shift to the T+1 settlement cycle. Detailed consultations were also held with foreign investors in this regard. In the lead-up to the implementation, the Chairman advised all market participants to begin reviewing their operational readiness in order for them to identify and address any potential challenges well in time. Further, to facilitate this process, NCCPL has prepared a roadmap outlining the proposed T+1 settlement mechanism and detailed procedural guidance with the objective of enabling a smooth transition while minimizing operational risk. This market development initiative is a significant step toward modernization and is expected to deliver substantial operational efficiency while reinforcing SECP's commitment to strengthening Pakistan's capital market ecosystem and aligning with evolving global standards. <box>268 500 514 674</box>
continuation-header <box>10 915 256 932</box>
continuation-header <box>268 981 514 998</box>
article-body: to making a strong impact in the allocated market." The distribution agreement reflects a mutual commitment to driving sustainable business growth, deepening retail penetration, and delivering an enhanced service experience. Both organizations are aligned in their pursuit of operational excellence while upholding AkzoNobel's brand promise of quality, innovation, and reliability. "This partnership lays the foundation for a long-term collaboration focused on redefining benchmarks in availability, service standards, and customer-centric retail practices in key parts of Karachi. <box>10 1716 256 1825</box>
article-body: urban planners, or representatives from NGOs working in water and sanitation. Informal settlements and low-income communities - some of Karachi's most vulnerable populations - also lack any representation on the board. Experts argue that the board has become more of a rubber-stamp committee for government decisions rather than an independent body capable of making informed policy. The recent appointment of MD and CEO Ahmed Ali Siddiqui was reportedly finalised without evaluating his technical competence, undermining the idea of a merit-driven leadership model. In response to these issues, experts have proposed several reforms. These include incorporating utility engineers, environmentalists, and urban planners into the board; reducing the decision-making power of bureaucrats; and ensuring that civil society representatives are genuinely connected to community-level work, not just included for appearances. They also recommended clarifying the role of IBA: if the institution is <box>268 1759 514 1945</box>
